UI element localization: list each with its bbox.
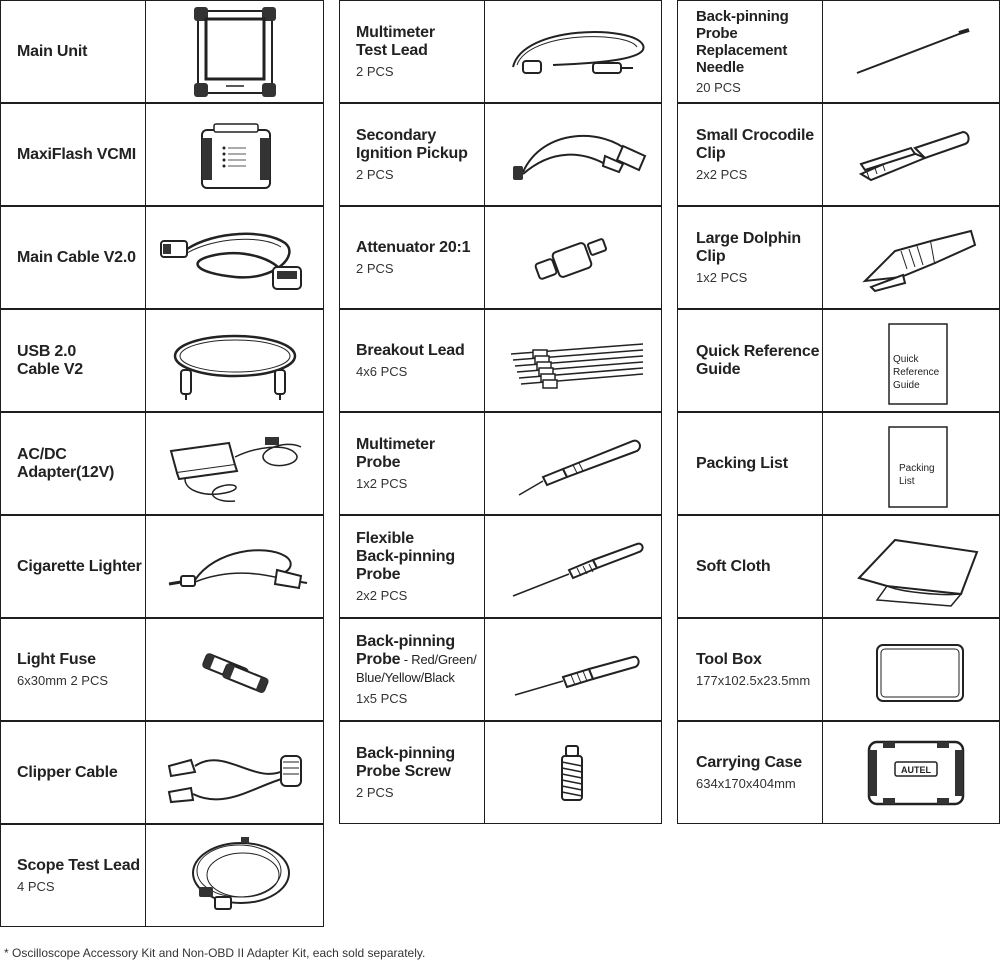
item-main-unit — [0, 0, 324, 103]
ac-dc-adapter-icon — [155, 417, 315, 511]
usb-cable-icon — [155, 314, 315, 408]
item-usb-cable — [0, 309, 324, 412]
item-qty: 4 PCS — [17, 878, 55, 894]
item-qty: 4x6 PCS — [356, 363, 408, 379]
item-name: AC/DC Adapter(12V) — [17, 445, 115, 481]
brand-logo-text: AUTEL — [901, 764, 931, 775]
item-name: Main Unit — [17, 42, 88, 60]
item-main-cable — [0, 206, 324, 309]
item-qty: 1x2 PCS — [356, 475, 408, 491]
main-cable-icon — [155, 211, 315, 305]
doc-text-line-2: List — [899, 475, 915, 487]
item-qty: 177x102.5x23.5mm — [696, 672, 811, 688]
clipper-cable-icon — [155, 726, 315, 820]
item-secondary-ignition-pickup — [339, 103, 662, 206]
item-name: Quick Reference Guide — [696, 342, 820, 378]
cigarette-lighter-icon — [155, 520, 315, 614]
item-qty: 2 PCS — [356, 166, 394, 182]
item-name: Breakout Lead — [356, 341, 465, 359]
packing-list-icon — [831, 417, 991, 511]
item-clipper-cable — [0, 721, 324, 824]
item-breakout-lead — [339, 309, 662, 412]
probe-screw-icon — [493, 726, 653, 820]
item-qty: 2 PCS — [356, 260, 394, 276]
item-multimeter-probe — [339, 412, 662, 515]
item-name: Multimeter Test Lead — [356, 23, 435, 59]
item-name: Light Fuse — [17, 650, 96, 668]
item-name: USB 2.0 Cable V2 — [17, 342, 83, 378]
item-qty: 2x2 PCS — [696, 166, 748, 182]
item-cigarette-lighter — [0, 515, 324, 618]
item-name: Secondary Ignition Pickup — [356, 126, 468, 162]
item-replacement-needle — [677, 0, 1000, 103]
item-name: Multimeter Probe — [356, 435, 435, 471]
item-name — [356, 633, 484, 687]
item-multimeter-test-lead — [339, 0, 662, 103]
multimeter-probe-icon — [493, 417, 653, 511]
tool-box-icon — [831, 623, 991, 717]
multimeter-test-lead-icon — [493, 5, 653, 99]
item-name: Clipper Cable — [17, 763, 118, 781]
carrying-case-icon — [831, 726, 991, 820]
item-ac-dc-adapter — [0, 412, 324, 515]
vcmi-device-icon — [160, 108, 310, 202]
attenuator-icon — [493, 211, 653, 305]
item-small-crocodile-clip — [677, 103, 1000, 206]
item-flexible-probe — [339, 515, 662, 618]
soft-cloth-icon — [831, 520, 991, 614]
item-name: Cigarette Lighter — [17, 557, 142, 575]
item-qty: 1x5 PCS — [356, 690, 408, 706]
back-pinning-probe-icon — [493, 623, 653, 717]
scope-test-lead-icon — [155, 829, 315, 923]
item-qty: 6x30mm 2 PCS — [17, 672, 109, 688]
item-qty: 20 PCS — [696, 79, 741, 95]
item-name: Packing List — [696, 454, 788, 472]
small-crocodile-clip-icon — [831, 108, 991, 202]
item-name: Flexible Back-pinning Probe — [356, 529, 455, 583]
item-name: Tool Box — [696, 650, 762, 668]
item-qty: 2x2 PCS — [356, 587, 408, 603]
breakout-lead-icon — [493, 314, 653, 408]
doc-text-line-2: Reference — [893, 366, 940, 378]
quick-reference-guide-icon — [831, 314, 991, 408]
item-packing-list — [677, 412, 1000, 515]
replacement-needle-icon — [831, 5, 991, 99]
ignition-pickup-icon — [493, 108, 653, 202]
light-fuse-icon — [155, 623, 315, 717]
item-soft-cloth — [677, 515, 1000, 618]
item-qty: 1x2 PCS — [696, 269, 748, 285]
item-light-fuse — [0, 618, 324, 721]
item-large-dolphin-clip — [677, 206, 1000, 309]
item-tool-box — [677, 618, 1000, 721]
item-name: Attenuator 20:1 — [356, 238, 471, 256]
item-name: Large Dolphin Clip — [696, 229, 801, 265]
item-probe-screw — [339, 721, 662, 824]
large-dolphin-clip-icon — [831, 211, 991, 305]
footnote: * Oscilloscope Accessory Kit and Non-OBD II Adapter Kit, each sold separately. — [4, 946, 426, 960]
item-name: Back-pinning Probe Screw — [356, 744, 455, 780]
item-qty: 2 PCS — [356, 63, 394, 79]
main-unit-tablet-icon — [160, 5, 310, 99]
doc-text-line-3: Guide — [893, 379, 920, 391]
item-name: Small Crocodile Clip — [696, 126, 814, 162]
item-attenuator — [339, 206, 662, 309]
item-name: Soft Cloth — [696, 557, 771, 575]
item-name: Main Cable V2.0 — [17, 248, 136, 266]
item-name: Back-pinning Probe Replacement Needle — [696, 7, 789, 76]
flexible-probe-icon — [493, 520, 653, 614]
item-name: Scope Test Lead — [17, 856, 140, 874]
doc-text-line-1: Quick — [893, 353, 919, 365]
item-qty: 634x170x404mm — [696, 775, 796, 791]
doc-text-line-1: Packing — [899, 462, 935, 474]
item-name: Carrying Case — [696, 753, 802, 771]
item-name-main: Back-pinning Probe — [356, 632, 455, 668]
item-quick-reference-guide — [677, 309, 1000, 412]
item-qty: 2 PCS — [356, 784, 394, 800]
item-scope-test-lead — [0, 824, 324, 927]
item-name: MaxiFlash VCMI — [17, 145, 137, 163]
item-carrying-case — [677, 721, 1000, 824]
item-maxiflash-vcmi — [0, 103, 324, 206]
item-name-colors: - Red/Green/ Blue/Yellow/Black — [356, 651, 477, 685]
item-back-pinning-probe — [339, 618, 662, 721]
